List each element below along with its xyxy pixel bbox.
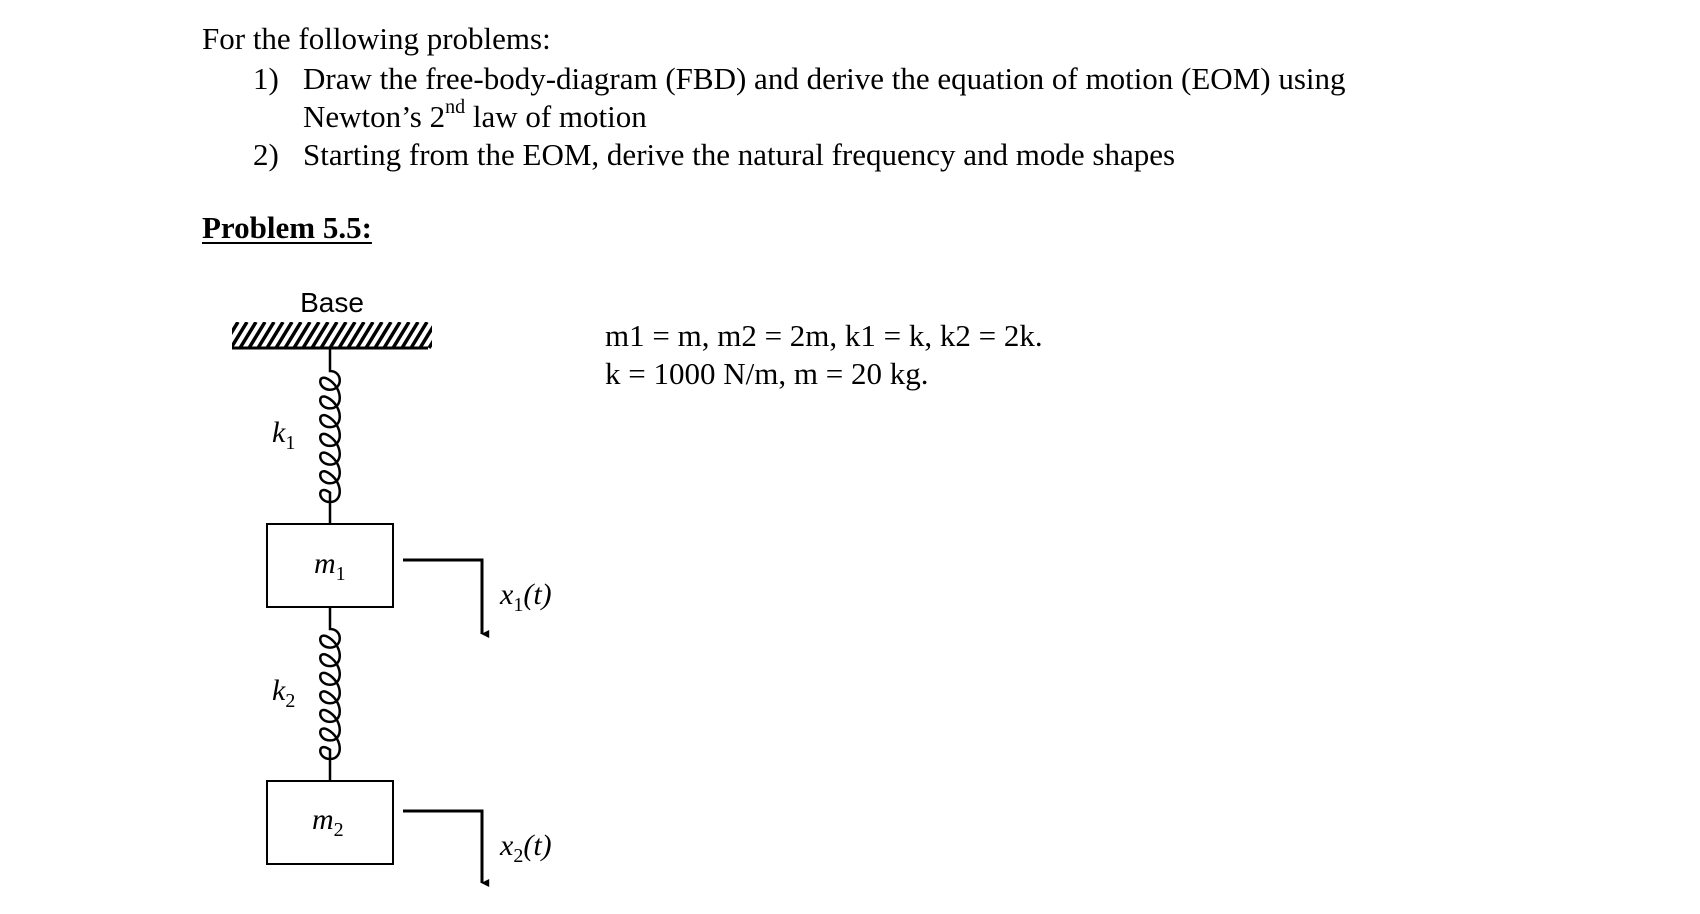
mass1-label: $m_1$	[314, 547, 346, 585]
parameters-line-2: k = 1000 N/m, m = 20 kg.	[605, 356, 929, 391]
instruction-text-1: Draw the free-body-diagram (FBD) and derive the equation of motion (EOM) using	[303, 61, 1346, 96]
problem-heading: Problem 5.5:	[202, 210, 372, 245]
spring-k1	[320, 349, 340, 524]
mass2-label: $m_2$	[312, 803, 344, 841]
displacement-label-x1: $x_1(t)$	[500, 578, 552, 616]
problem-parameters	[605, 317, 1043, 393]
base-label: Base	[300, 287, 364, 318]
spring1-label: $k_1$	[272, 416, 296, 454]
instruction-number-2: 2)	[253, 137, 279, 172]
displacement-arrow-x2	[403, 811, 482, 883]
spring-k2	[320, 607, 340, 781]
displacement-label-x2: $x_2(t)$	[500, 829, 552, 867]
ground-hatch	[222, 322, 472, 348]
displacement-arrow-x1	[403, 560, 482, 634]
instruction-text-1-cont: Newton’s 2	[303, 99, 446, 134]
instruction-number-1: 1)	[253, 61, 279, 96]
ordinal-superscript: nd	[445, 95, 466, 118]
spring2-label: $k_2$	[272, 674, 296, 712]
parameters-line-1: m1 = m, m2 = 2m, k1 = k, k2 = 2k.	[605, 318, 1043, 353]
instructions-intro: For the following problems:	[202, 21, 551, 56]
instruction-text-1-end: law of motion	[465, 99, 647, 134]
instruction-text-2: Starting from the EOM, derive the natural frequency and mode shapes	[303, 137, 1176, 172]
